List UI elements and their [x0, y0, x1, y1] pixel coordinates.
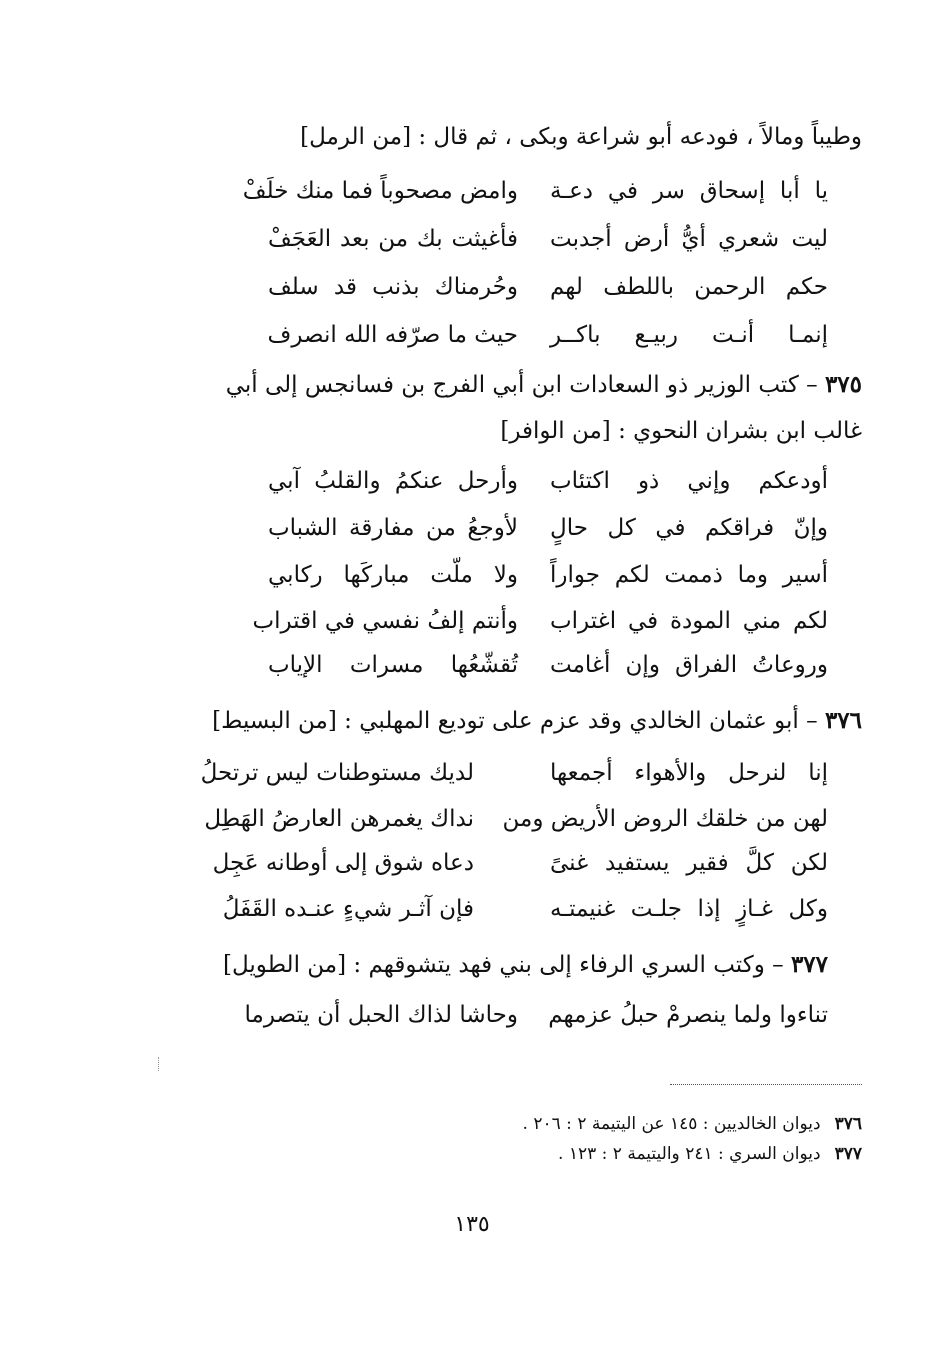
- entry-heading: [80, 950, 828, 980]
- entry-number: ٣٧٧: [790, 951, 828, 978]
- footnote-number: ٣٧٦: [834, 1114, 862, 1134]
- entry-text: غالب ابن بشران النحوي :: [618, 418, 862, 444]
- verse: [268, 515, 828, 549]
- verse: [252, 608, 828, 642]
- hemistich-first: حكم الرحمن باللطف لهم: [550, 274, 828, 300]
- verse: [244, 1002, 828, 1036]
- intro-line: [80, 122, 862, 152]
- hemistich-first: إنا لنرحل والأهواء أجمعها: [550, 760, 828, 786]
- hemistich-second: وحُرمناك بذنب قد سلف: [268, 274, 518, 300]
- intro-text: وطيباً ومالاً ، فودعه أبو شراعة وبكى ، ثم قال :: [418, 124, 862, 150]
- verse: [268, 274, 828, 308]
- hemistich-first: لكم مني المودة في اغتراب: [550, 608, 828, 634]
- hemistich-second: لديك مستوطنات ليس ترتحلُ: [200, 760, 474, 786]
- margin-mark: [158, 1057, 160, 1071]
- hemistich-first: وروعاتُ الفراق وإن أغامت: [550, 652, 828, 678]
- footnote-number: ٣٧٧: [834, 1144, 862, 1164]
- hemistich-second: وأرحل عنكمُ والقلبُ آبي: [268, 468, 518, 494]
- hemistich-second: ولا ملّت مباركَها ركابي: [268, 562, 518, 588]
- verse: [224, 896, 828, 930]
- hemistich-second: تُقشّعُها مسرات الإياب: [268, 652, 518, 678]
- verse: [268, 322, 828, 356]
- hemistich-first: أسير وما ذممت لكم جواراً: [550, 562, 828, 588]
- hemistich-first: يا أبا إسحاق سر في دعـة: [550, 178, 828, 204]
- hemistich-second: لأوجعُ من مفارقة الشباب: [268, 515, 518, 541]
- verse: [200, 760, 828, 794]
- entry-heading: [194, 370, 862, 400]
- footnotes: [262, 1114, 862, 1174]
- footnote-divider: [670, 1084, 862, 1085]
- hemistich-first: ليت شعري أيُّ أرض أجدبت: [550, 226, 828, 252]
- meter-label: [من الرمل]: [300, 124, 412, 150]
- footnote: [262, 1114, 862, 1144]
- hemistich-second: نداك يغمرهن العارضُ الهَطِل: [204, 806, 474, 832]
- page-number: ١٣٥: [454, 1212, 490, 1237]
- hemistich-first: لهن من خلقك الروض الأريض ومن: [502, 806, 828, 832]
- hemistich-second: حيث ما صرّفه الله انصرف: [267, 322, 518, 348]
- footnote: [262, 1144, 862, 1174]
- hemistich-first: إنمـا أنـت ربيـع باكــر: [550, 322, 828, 348]
- hemistich-second: وامض مصحوباً فما منك خلَفْ: [242, 178, 518, 204]
- hemistich-first: وكل غـازٍ إذا جلـت غنيمتـه: [550, 896, 828, 922]
- verse: [242, 178, 828, 212]
- meter-label: [من الطويل]: [223, 952, 347, 978]
- verse: [268, 468, 828, 502]
- footnote-text: ديوان السري : ٢٤١ واليتيمة ٢ : ١٢٣ .: [558, 1144, 821, 1164]
- hemistich-second: وأنتم إلفُ نفسي في اقتراب: [252, 608, 518, 634]
- entry-number: ٣٧٦: [824, 707, 862, 734]
- verse: [212, 850, 828, 884]
- meter-label: [من البسيط]: [212, 708, 337, 734]
- hemistich-first: أودعكم وإني ذو اكتئاب: [550, 468, 828, 494]
- entry-text: – أبو عثمان الخالدي وقد عزم على توديع المهلبي :: [344, 708, 818, 734]
- hemistich-second: فإن آثـر شيءٍ عنـده القَفَلُ: [222, 896, 474, 922]
- verse: [268, 226, 828, 260]
- hemistich-first: تناءوا ولما ينصرمْ حبلُ عزمهم: [548, 1002, 828, 1028]
- hemistich-first: وإنّ فراقكم في كل حالٍ: [550, 515, 828, 541]
- entry-heading: [80, 706, 862, 736]
- verse: [268, 652, 828, 686]
- footnote-text: ديوان الخالديين : ١٤٥ عن اليتيمة ٢ : ٢٠٦ .: [522, 1114, 821, 1134]
- entry-heading-continued: [80, 416, 862, 446]
- entry-text: – وكتب السري الرفاء إلى بني فهد يتشوقهم :: [353, 952, 784, 978]
- hemistich-second: فأغيثت بك من بعد العَجَفْ: [268, 226, 518, 252]
- entry-number: ٣٧٥: [824, 371, 862, 398]
- verse: [204, 806, 828, 840]
- hemistich-first: لكن كلَّ فقير يستفيد غنىً: [550, 850, 828, 876]
- hemistich-second: وحاشا لذاك الحبل أن يتصرما: [244, 1002, 518, 1028]
- verse: [268, 562, 828, 596]
- meter-label: [من الوافر]: [500, 418, 611, 444]
- hemistich-second: دعاه شوق إلى أوطانه عَجِل: [212, 850, 474, 876]
- entry-text: – كتب الوزير ذو السعادات ابن أبي الفرج بن فسانجس إلى أبي: [225, 372, 818, 398]
